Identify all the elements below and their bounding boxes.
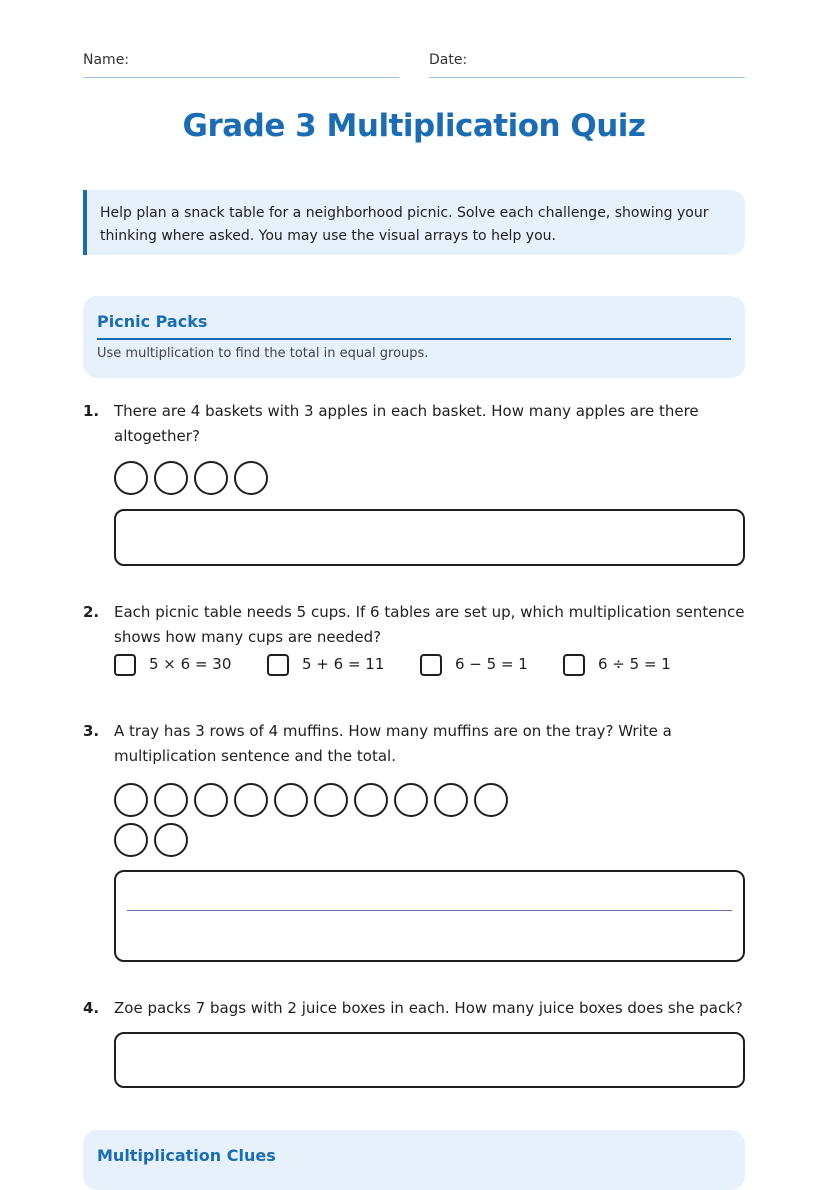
question-number: 2. (83, 603, 100, 621)
array-circle (114, 823, 148, 857)
intro-callout (83, 190, 745, 255)
section-title: Multiplication Clues (97, 1146, 276, 1165)
array-circle (194, 461, 228, 495)
answer-box-q4[interactable] (114, 1032, 745, 1088)
question-number: 1. (83, 402, 100, 420)
section-subtitle: Use multiplication to find the total in equal groups. (97, 346, 429, 361)
array-circle (434, 783, 468, 817)
date-field[interactable] (429, 52, 745, 78)
choice-label: 6 ÷ 5 = 1 (598, 655, 671, 673)
writing-line (127, 910, 732, 911)
question-text: There are 4 baskets with 3 apples in each basket. How many apples are there altogether? (114, 402, 699, 445)
array-circle (114, 783, 148, 817)
question-text: Each picnic table needs 5 cups. If 6 tables are set up, which multiplication sentence shows how many cups are needed? (114, 603, 745, 646)
date-label: Date: (429, 52, 468, 68)
intro-text: Help plan a snack table for a neighborhood picnic. Solve each challenge, showing your thinking where asked. You may use the visual arrays to help you. (100, 205, 709, 244)
array-visual-q1 (114, 461, 534, 495)
choice-option-b[interactable] (267, 652, 384, 677)
array-circle (194, 783, 228, 817)
checkbox[interactable] (114, 654, 136, 676)
array-circle (354, 783, 388, 817)
checkbox[interactable] (267, 654, 289, 676)
array-circle (114, 461, 148, 495)
checkbox[interactable] (563, 654, 585, 676)
array-circle (154, 823, 188, 857)
question-text: Zoe packs 7 bags with 2 juice boxes in each. How many juice boxes does she pack? (114, 999, 743, 1017)
array-circle (154, 461, 188, 495)
choice-label: 5 × 6 = 30 (149, 655, 232, 673)
question-number: 4. (83, 999, 100, 1017)
name-label: Name: (83, 52, 130, 68)
choice-label: 5 + 6 = 11 (302, 655, 385, 673)
choice-option-a[interactable] (114, 652, 231, 677)
question-2 (83, 600, 745, 684)
array-circle (394, 783, 428, 817)
answer-box-q1[interactable] (114, 509, 745, 566)
array-visual-q3 (114, 783, 534, 857)
name-field[interactable] (83, 52, 399, 78)
choice-label: 6 − 5 = 1 (455, 655, 528, 673)
question-number: 3. (83, 722, 100, 740)
choice-option-c[interactable] (420, 652, 528, 677)
array-circle (274, 783, 308, 817)
array-circle (314, 783, 348, 817)
answer-box-q3[interactable] (114, 870, 745, 962)
checkbox[interactable] (420, 654, 442, 676)
page-title: Grade 3 Multiplication Quiz (182, 108, 646, 144)
question-text: A tray has 3 rows of 4 muffins. How many muffins are on the tray? Write a multiplication sentence and the total. (114, 722, 672, 765)
array-circle (474, 783, 508, 817)
section-title: Picnic Packs (97, 310, 731, 340)
choice-option-d[interactable] (563, 652, 671, 677)
section-multiplication-clues (83, 1130, 745, 1190)
array-circle (234, 783, 268, 817)
section-picnic-packs (83, 296, 745, 378)
array-circle (154, 783, 188, 817)
choice-options (114, 652, 734, 680)
array-circle (234, 461, 268, 495)
